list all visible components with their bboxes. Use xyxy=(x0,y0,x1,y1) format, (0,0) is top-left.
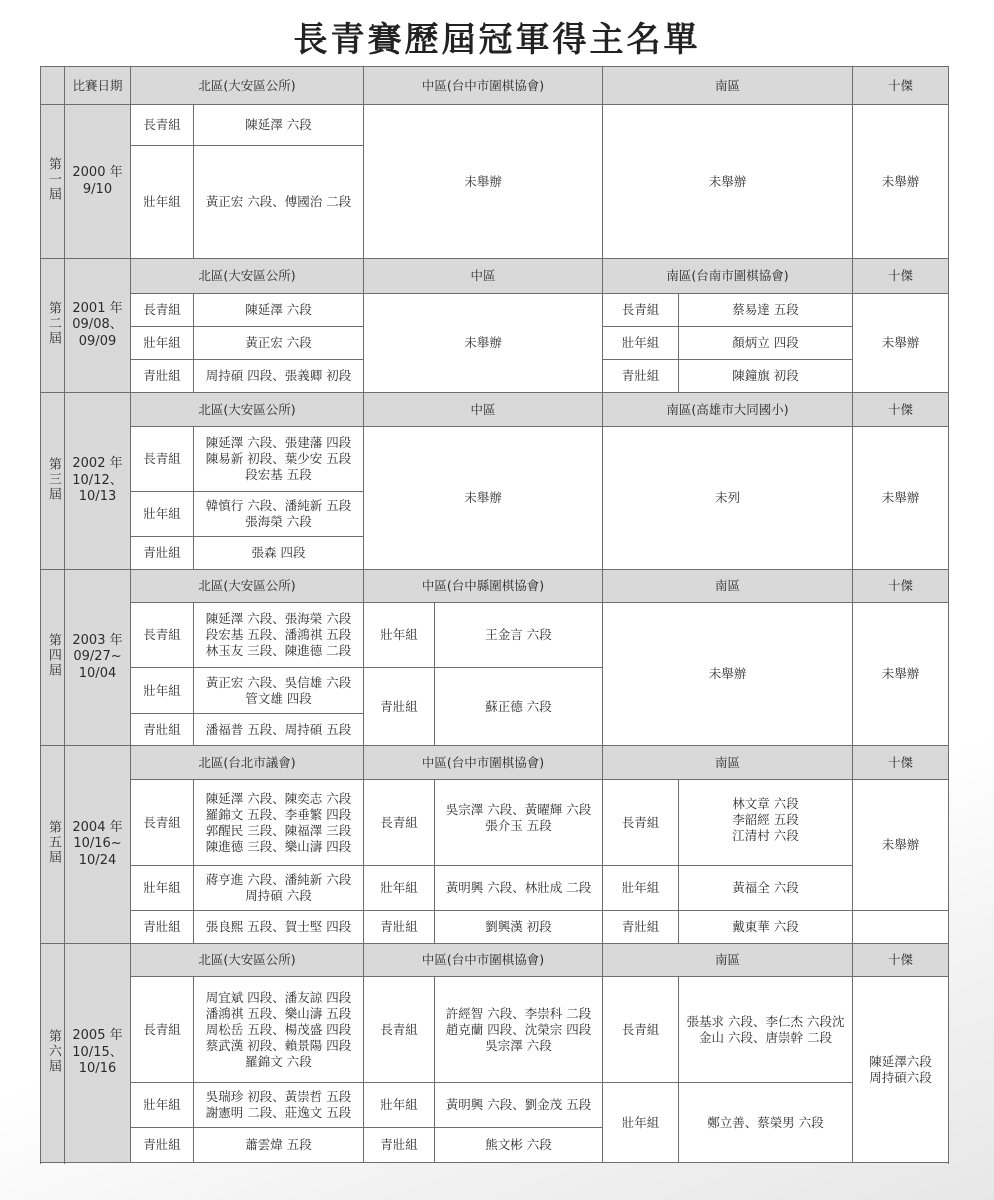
s3-north-changqing: 陳延澤 六段、張建藩 四段 陳易新 初段、葉少安 五段 段宏基 五段 xyxy=(194,427,364,492)
table-row xyxy=(41,427,949,492)
session-1-date: 2000 年 9/10 xyxy=(65,105,131,259)
s5-north-header: 北區(台北市議會) xyxy=(131,746,364,780)
header-ten: 十傑 xyxy=(853,67,949,105)
group-label: 壯年組 xyxy=(131,146,194,259)
s2-central-header: 中區 xyxy=(364,259,603,294)
table-row xyxy=(41,1083,949,1128)
s2-ten-header: 十傑 xyxy=(853,259,949,294)
s5-central-header: 中區(台中市圍棋協會) xyxy=(364,746,603,780)
s3-north-qingzhuang: 張森 四段 xyxy=(194,537,364,570)
s5-south-header: 南區 xyxy=(603,746,853,780)
table-row xyxy=(41,780,949,866)
session-3-date: 2002 年 10/12、 10/13 xyxy=(65,393,131,570)
group-label: 長青組 xyxy=(603,780,679,866)
s3-central-header: 中區 xyxy=(364,393,603,427)
s3-ten-header: 十傑 xyxy=(853,393,949,427)
group-label: 青壯組 xyxy=(603,911,679,944)
s6-central-qingzhuang: 熊文彬 六段 xyxy=(435,1128,603,1163)
s2-south-zhuangnian: 顏炳立 四段 xyxy=(679,327,853,360)
session-header-row xyxy=(41,393,949,427)
page-title: 長青賽歷屆冠軍得主名單 xyxy=(293,20,701,60)
s5-central-changqing: 吳宗澤 六段、黃曜輝 六段 張介玉 五段 xyxy=(435,780,603,866)
group-label: 青壯組 xyxy=(131,911,194,944)
group-label: 長青組 xyxy=(364,780,435,866)
group-label: 壯年組 xyxy=(364,603,435,668)
group-label: 長青組 xyxy=(131,977,194,1083)
group-label: 長青組 xyxy=(603,977,679,1083)
s3-north-header: 北區(大安區公所) xyxy=(131,393,364,427)
s6-ten-header: 十傑 xyxy=(853,944,949,977)
group-label: 青壯組 xyxy=(131,537,194,570)
s3-south-header: 南區(高雄市大同國小) xyxy=(603,393,853,427)
s6-north-header: 北區(大安區公所) xyxy=(131,944,364,977)
s6-north-qingzhuang: 蕭雲煒 五段 xyxy=(194,1128,364,1163)
header-central: 中區(台中市圍棋協會) xyxy=(364,67,603,105)
group-label: 壯年組 xyxy=(603,327,679,360)
group-label: 壯年組 xyxy=(364,1083,435,1128)
s2-ten-not-held: 未舉辦 xyxy=(853,294,949,393)
s5-ten-not-held: 未舉辦 xyxy=(853,780,949,911)
s4-central-header: 中區(台中縣圍棋協會) xyxy=(364,570,603,603)
s5-central-zhuangnian: 黃明興 六段、林壯成 二段 xyxy=(435,866,603,911)
s5-north-qingzhuang: 張良熙 五段、賀士堅 四段 xyxy=(194,911,364,944)
session-2-term: 第二屆 xyxy=(45,301,61,346)
s1-north-zhuangnian: 黃正宏 六段、傅國治 二段 xyxy=(194,146,364,259)
session-header-row xyxy=(41,259,949,294)
group-label: 壯年組 xyxy=(131,327,194,360)
header-north: 北區(大安區公所) xyxy=(131,67,364,105)
header-south: 南區 xyxy=(603,67,853,105)
group-label: 壯年組 xyxy=(131,668,194,714)
champions-table xyxy=(40,66,949,1163)
group-label: 青壯組 xyxy=(131,360,194,393)
s4-north-zhuangnian: 黃正宏 六段、吳信雄 六段 管文雄 四段 xyxy=(194,668,364,714)
group-label: 長青組 xyxy=(131,105,194,146)
table-header-row xyxy=(41,67,949,105)
s4-ten-not-held: 未舉辦 xyxy=(853,603,949,746)
session-header-row xyxy=(41,746,949,780)
s3-south-not-listed: 未列 xyxy=(603,427,853,570)
s1-north-changqing: 陳延澤 六段 xyxy=(194,105,364,146)
group-label: 青壯組 xyxy=(131,714,194,746)
s4-south-header: 南區 xyxy=(603,570,853,603)
s2-north-changqing: 陳延澤 六段 xyxy=(194,294,364,327)
s4-north-changqing: 陳延澤 六段、張海榮 六段 段宏基 五段、潘鴻祺 五段 林玉友 三段、陳進德 二段 xyxy=(194,603,364,668)
table-row xyxy=(41,977,949,1083)
session-5-date: 2004 年 10/16~ 10/24 xyxy=(65,746,131,944)
s4-south-not-held: 未舉辦 xyxy=(603,603,853,746)
s3-north-zhuangnian: 韓慎行 六段、潘純新 五段 張海榮 六段 xyxy=(194,492,364,537)
group-label: 青壯組 xyxy=(364,911,435,944)
group-label: 長青組 xyxy=(603,294,679,327)
s1-south-not-held: 未舉辦 xyxy=(603,105,853,259)
table-row xyxy=(41,105,949,146)
s6-central-zhuangnian: 黃明興 六段、劉金茂 五段 xyxy=(435,1083,603,1128)
session-header-row xyxy=(41,944,949,977)
s2-central-not-held: 未舉辦 xyxy=(364,294,603,393)
group-label: 青壯組 xyxy=(364,1128,435,1163)
s1-ten-not-held: 未舉辦 xyxy=(853,105,949,259)
group-label: 長青組 xyxy=(131,427,194,492)
s3-ten-not-held: 未舉辦 xyxy=(853,427,949,570)
s6-ten-winners: 陳延澤六段 周持碩六段 xyxy=(853,977,949,1163)
group-label: 青壯組 xyxy=(603,360,679,393)
s4-ten-header: 十傑 xyxy=(853,570,949,603)
s5-south-changqing: 林文章 六段 李韶經 五段 江清村 六段 xyxy=(679,780,853,866)
group-label: 長青組 xyxy=(131,603,194,668)
table-row xyxy=(41,603,949,668)
s5-ten-blank xyxy=(853,911,949,944)
session-6-date: 2005 年 10/15、 10/16 xyxy=(65,944,131,1163)
session-1-term: 第一屆 xyxy=(45,157,61,202)
session-header-row xyxy=(41,570,949,603)
group-label: 青壯組 xyxy=(131,1128,194,1163)
s4-central-zhuangnian: 王金言 六段 xyxy=(435,603,603,668)
session-6-term: 第六屆 xyxy=(45,1028,61,1074)
s2-north-qingzhuang: 周持碩 四段、張義卿 初段 xyxy=(194,360,364,393)
s1-central-not-held: 未舉辦 xyxy=(364,105,603,259)
s2-north-zhuangnian: 黃正宏 六段 xyxy=(194,327,364,360)
session-3-term: 第三屆 xyxy=(45,456,61,502)
group-label: 青壯組 xyxy=(364,668,435,746)
s4-north-header: 北區(大安區公所) xyxy=(131,570,364,603)
group-label: 長青組 xyxy=(131,780,194,866)
group-label: 長青組 xyxy=(364,977,435,1083)
table-row xyxy=(41,911,949,944)
s5-south-zhuangnian: 黃福全 六段 xyxy=(679,866,853,911)
session-4-date: 2003 年 09/27~ 10/04 xyxy=(65,570,131,746)
session-5-term: 第五屆 xyxy=(45,820,61,865)
s6-north-changqing: 周宜斌 四段、潘友諒 四段 潘鴻祺 五段、樂山濤 五段 周松岳 五段、楊茂盛 四段 蔡武漢 初段、賴景陽 四段 羅錦文 六段 xyxy=(194,977,364,1083)
s6-south-changqing: 張基求 六段、李仁杰 六段沈 金山 六段、唐崇幹 二段 xyxy=(679,977,853,1083)
group-label: 長青組 xyxy=(131,294,194,327)
group-label: 壯年組 xyxy=(364,866,435,911)
group-label: 壯年組 xyxy=(131,866,194,911)
header-date: 比賽日期 xyxy=(65,67,131,105)
group-label: 壯年組 xyxy=(603,1083,679,1163)
s5-north-zhuangnian: 蔣亨進 六段、潘純新 六段 周持碩 六段 xyxy=(194,866,364,911)
table-row xyxy=(41,294,949,327)
session-4-term: 第四屆 xyxy=(45,633,61,678)
s5-south-qingzhuang: 戴東華 六段 xyxy=(679,911,853,944)
group-label: 壯年組 xyxy=(131,1083,194,1128)
table-row xyxy=(41,866,949,911)
s6-central-header: 中區(台中市圍棋協會) xyxy=(364,944,603,977)
s6-south-header: 南區 xyxy=(603,944,853,977)
session-2-date: 2001 年 09/08、 09/09 xyxy=(65,259,131,393)
s4-central-qingzhuang: 蘇正德 六段 xyxy=(435,668,603,746)
s4-north-qingzhuang: 潘福普 五段、周持碩 五段 xyxy=(194,714,364,746)
s6-north-zhuangnian: 吳瑞珍 初段、黃崇哲 五段 謝憲明 二段、莊逸文 五段 xyxy=(194,1083,364,1128)
group-label: 壯年組 xyxy=(603,866,679,911)
s6-south-zhuangnian: 鄭立善、蔡榮男 六段 xyxy=(679,1083,853,1163)
s2-south-header: 南區(台南市圍棋協會) xyxy=(603,259,853,294)
s6-central-changqing: 許經智 六段、李崇科 二段 趙克蘭 四段、沈榮宗 四段 吳宗澤 六段 xyxy=(435,977,603,1083)
s2-south-changqing: 蔡易達 五段 xyxy=(679,294,853,327)
s2-south-qingzhuang: 陳鐘旗 初段 xyxy=(679,360,853,393)
s2-north-header: 北區(大安區公所) xyxy=(131,259,364,294)
header-blank xyxy=(41,67,65,105)
s5-ten-header: 十傑 xyxy=(853,746,949,780)
s3-central-not-held: 未舉辦 xyxy=(364,427,603,570)
group-label: 壯年組 xyxy=(131,492,194,537)
s5-north-changqing: 陳延澤 六段、陳奕志 六段 羅錦文 五段、李垂繁 四段 郭醒民 三段、陳福澤 三段 陳進德 三段、樂山濤 四段 xyxy=(194,780,364,866)
s5-central-qingzhuang: 劉興漢 初段 xyxy=(435,911,603,944)
